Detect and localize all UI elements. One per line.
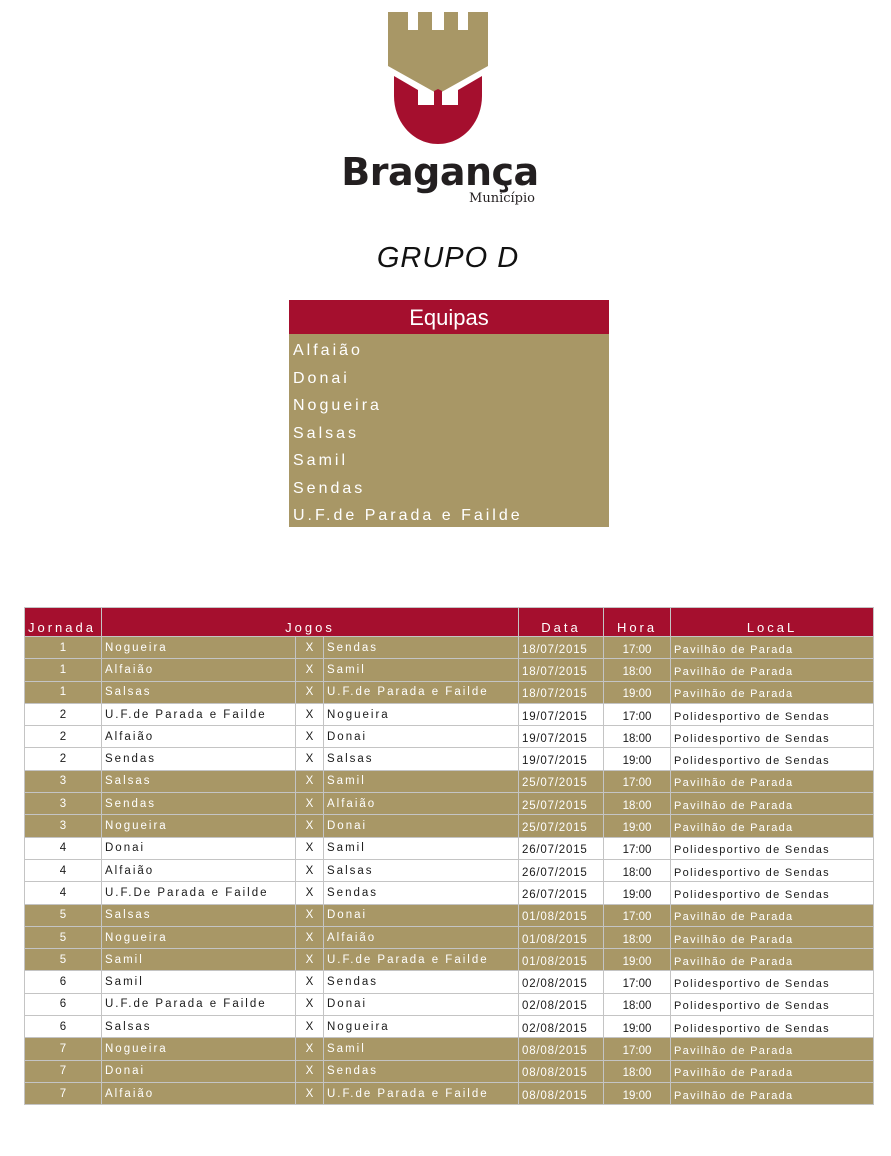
home-team-cell: Alfaião	[102, 659, 296, 681]
home-team-cell: U.F.de Parada e Failde	[102, 703, 296, 725]
venue-cell: Pavilhão de Parada	[671, 1060, 874, 1082]
versus-cell: X	[296, 637, 324, 659]
away-team-cell: Alfaião	[324, 793, 519, 815]
time-cell: 17:00	[604, 1038, 671, 1060]
time-cell: 17:00	[604, 770, 671, 792]
versus-cell: X	[296, 993, 324, 1015]
jornada-cell: 7	[25, 1038, 102, 1060]
date-cell: 25/07/2015	[519, 815, 604, 837]
table-row	[25, 882, 874, 904]
versus-cell: X	[296, 793, 324, 815]
schedule-body	[25, 637, 874, 1105]
table-row	[25, 926, 874, 948]
away-team-cell: Donai	[324, 815, 519, 837]
venue-cell: Pavilhão de Parada	[671, 949, 874, 971]
time-cell: 17:00	[604, 637, 671, 659]
venue-cell: Pavilhão de Parada	[671, 637, 874, 659]
table-row	[25, 770, 874, 792]
versus-cell: X	[296, 904, 324, 926]
versus-cell: X	[296, 837, 324, 859]
away-team-cell: Nogueira	[324, 1016, 519, 1038]
date-cell: 18/07/2015	[519, 659, 604, 681]
header-jogos: Jogos	[102, 608, 519, 637]
date-cell: 19/07/2015	[519, 726, 604, 748]
date-cell: 19/07/2015	[519, 748, 604, 770]
date-cell: 08/08/2015	[519, 1082, 604, 1104]
venue-cell: Polidesportivo de Sendas	[671, 971, 874, 993]
versus-cell: X	[296, 815, 324, 837]
team-item: Donai	[293, 369, 350, 387]
versus-cell: X	[296, 859, 324, 881]
time-cell: 19:00	[604, 1016, 671, 1038]
jornada-cell: 2	[25, 703, 102, 725]
date-cell: 18/07/2015	[519, 637, 604, 659]
venue-cell: Polidesportivo de Sendas	[671, 726, 874, 748]
table-row	[25, 1060, 874, 1082]
home-team-cell: Alfaião	[102, 1082, 296, 1104]
table-row	[25, 904, 874, 926]
time-cell: 19:00	[604, 815, 671, 837]
jornada-cell: 4	[25, 859, 102, 881]
home-team-cell: Sendas	[102, 793, 296, 815]
jornada-cell: 4	[25, 837, 102, 859]
time-cell: 17:00	[604, 971, 671, 993]
away-team-cell: Salsas	[324, 859, 519, 881]
time-cell: 19:00	[604, 882, 671, 904]
time-cell: 19:00	[604, 748, 671, 770]
away-team-cell: Salsas	[324, 748, 519, 770]
versus-cell: X	[296, 1038, 324, 1060]
versus-cell: X	[296, 1082, 324, 1104]
away-team-cell: Donai	[324, 904, 519, 926]
home-team-cell: Salsas	[102, 681, 296, 703]
versus-cell: X	[296, 681, 324, 703]
home-team-cell: Donai	[102, 837, 296, 859]
away-team-cell: Samil	[324, 770, 519, 792]
team-item: Nogueira	[293, 397, 382, 414]
away-team-cell: Sendas	[324, 1060, 519, 1082]
home-team-cell: Sendas	[102, 748, 296, 770]
time-cell: 18:00	[604, 793, 671, 815]
teams-header: Equipas	[289, 300, 609, 334]
time-cell: 18:00	[604, 659, 671, 681]
versus-cell: X	[296, 703, 324, 725]
table-row	[25, 1016, 874, 1038]
home-team-cell: Salsas	[102, 1016, 296, 1038]
table-row	[25, 703, 874, 725]
header-local: LocaL	[671, 608, 874, 637]
venue-cell: Polidesportivo de Sendas	[671, 993, 874, 1015]
home-team-cell: Samil	[102, 971, 296, 993]
jornada-cell: 1	[25, 681, 102, 703]
jornada-cell: 3	[25, 793, 102, 815]
time-cell: 19:00	[604, 949, 671, 971]
time-cell: 19:00	[604, 1082, 671, 1104]
jornada-cell: 6	[25, 1016, 102, 1038]
away-team-cell: Samil	[324, 659, 519, 681]
home-team-cell: Alfaião	[102, 859, 296, 881]
venue-cell: Pavilhão de Parada	[671, 793, 874, 815]
jornada-cell: 3	[25, 815, 102, 837]
home-team-cell: Donai	[102, 1060, 296, 1082]
versus-cell: X	[296, 949, 324, 971]
away-team-cell: Alfaião	[324, 926, 519, 948]
away-team-cell: Sendas	[324, 971, 519, 993]
table-row	[25, 659, 874, 681]
jornada-cell: 1	[25, 637, 102, 659]
table-row	[25, 1082, 874, 1104]
date-cell: 01/08/2015	[519, 949, 604, 971]
date-cell: 02/08/2015	[519, 993, 604, 1015]
home-team-cell: Nogueira	[102, 926, 296, 948]
away-team-cell: U.F.de Parada e Failde	[324, 949, 519, 971]
away-team-cell: Sendas	[324, 882, 519, 904]
teams-box	[289, 300, 609, 527]
table-row	[25, 971, 874, 993]
venue-cell: Pavilhão de Parada	[671, 1082, 874, 1104]
time-cell: 17:00	[604, 703, 671, 725]
away-team-cell: Donai	[324, 726, 519, 748]
time-cell: 17:00	[604, 837, 671, 859]
table-row	[25, 815, 874, 837]
away-team-cell: Sendas	[324, 637, 519, 659]
home-team-cell: Alfaião	[102, 726, 296, 748]
away-team-cell: Samil	[324, 837, 519, 859]
versus-cell: X	[296, 971, 324, 993]
date-cell: 25/07/2015	[519, 770, 604, 792]
time-cell: 18:00	[604, 926, 671, 948]
versus-cell: X	[296, 726, 324, 748]
date-cell: 19/07/2015	[519, 703, 604, 725]
venue-cell: Polidesportivo de Sendas	[671, 837, 874, 859]
braganca-logo	[340, 10, 540, 206]
jornada-cell: 5	[25, 904, 102, 926]
away-team-cell: Donai	[324, 993, 519, 1015]
venue-cell: Pavilhão de Parada	[671, 926, 874, 948]
versus-cell: X	[296, 1060, 324, 1082]
venue-cell: Pavilhão de Parada	[671, 1038, 874, 1060]
venue-cell: Pavilhão de Parada	[671, 904, 874, 926]
jornada-cell: 3	[25, 770, 102, 792]
team-item: Salsas	[293, 424, 360, 442]
time-cell: 18:00	[604, 993, 671, 1015]
venue-cell: Pavilhão de Parada	[671, 659, 874, 681]
venue-cell: Pavilhão de Parada	[671, 681, 874, 703]
team-item: Alfaião	[293, 342, 363, 359]
table-row	[25, 993, 874, 1015]
versus-cell: X	[296, 1016, 324, 1038]
home-team-cell: Samil	[102, 949, 296, 971]
time-cell: 19:00	[604, 681, 671, 703]
table-row	[25, 681, 874, 703]
time-cell: 17:00	[604, 904, 671, 926]
jornada-cell: 2	[25, 748, 102, 770]
away-team-cell: U.F.de Parada e Failde	[324, 681, 519, 703]
jornada-cell: 4	[25, 882, 102, 904]
table-row	[25, 793, 874, 815]
time-cell: 18:00	[604, 859, 671, 881]
versus-cell: X	[296, 748, 324, 770]
team-item: U.F.de Parada e Failde	[293, 507, 523, 524]
jornada-cell: 6	[25, 993, 102, 1015]
versus-cell: X	[296, 882, 324, 904]
date-cell: 01/08/2015	[519, 926, 604, 948]
table-row	[25, 1038, 874, 1060]
venue-cell: Polidesportivo de Sendas	[671, 1016, 874, 1038]
venue-cell: Polidesportivo de Sendas	[671, 748, 874, 770]
table-row	[25, 748, 874, 770]
home-team-cell: Nogueira	[102, 637, 296, 659]
header-data: Data	[519, 608, 604, 637]
team-item: Sendas	[293, 479, 366, 497]
group-title: GRUPO D	[376, 242, 520, 274]
versus-cell: X	[296, 926, 324, 948]
away-team-cell: U.F.de Parada e Failde	[324, 1082, 519, 1104]
versus-cell: X	[296, 659, 324, 681]
schedule-header-row	[25, 608, 874, 637]
date-cell: 08/08/2015	[519, 1060, 604, 1082]
teams-list	[289, 334, 609, 530]
date-cell: 02/08/2015	[519, 1016, 604, 1038]
jornada-cell: 5	[25, 926, 102, 948]
venue-cell: Polidesportivo de Sendas	[671, 703, 874, 725]
venue-cell: Pavilhão de Parada	[671, 770, 874, 792]
header-hora: Hora	[604, 608, 671, 637]
venue-cell: Pavilhão de Parada	[671, 815, 874, 837]
home-team-cell: Nogueira	[102, 815, 296, 837]
home-team-cell: U.F.de Parada e Failde	[102, 993, 296, 1015]
venue-cell: Polidesportivo de Sendas	[671, 859, 874, 881]
date-cell: 26/07/2015	[519, 882, 604, 904]
jornada-cell: 5	[25, 949, 102, 971]
away-team-cell: Samil	[324, 1038, 519, 1060]
venue-cell: Polidesportivo de Sendas	[671, 882, 874, 904]
home-team-cell: Salsas	[102, 770, 296, 792]
date-cell: 26/07/2015	[519, 859, 604, 881]
table-row	[25, 637, 874, 659]
date-cell: 25/07/2015	[519, 793, 604, 815]
schedule-table	[24, 607, 874, 1105]
table-row	[25, 949, 874, 971]
jornada-cell: 2	[25, 726, 102, 748]
jornada-cell: 6	[25, 971, 102, 993]
date-cell: 18/07/2015	[519, 681, 604, 703]
date-cell: 02/08/2015	[519, 971, 604, 993]
table-row	[25, 859, 874, 881]
jornada-cell: 7	[25, 1060, 102, 1082]
away-team-cell: Nogueira	[324, 703, 519, 725]
date-cell: 26/07/2015	[519, 837, 604, 859]
table-row	[25, 837, 874, 859]
versus-cell: X	[296, 770, 324, 792]
home-team-cell: U.F.De Parada e Failde	[102, 882, 296, 904]
castle-tower-icon	[388, 10, 488, 144]
jornada-cell: 7	[25, 1082, 102, 1104]
table-row	[25, 726, 874, 748]
date-cell: 01/08/2015	[519, 904, 604, 926]
logo-name: Bragança	[341, 150, 539, 194]
time-cell: 18:00	[604, 726, 671, 748]
home-team-cell: Nogueira	[102, 1038, 296, 1060]
home-team-cell: Salsas	[102, 904, 296, 926]
time-cell: 18:00	[604, 1060, 671, 1082]
date-cell: 08/08/2015	[519, 1038, 604, 1060]
header-jornada: Jornada	[25, 608, 102, 637]
jornada-cell: 1	[25, 659, 102, 681]
logo-subtitle: Município	[469, 191, 535, 206]
team-item: Samil	[293, 452, 349, 469]
